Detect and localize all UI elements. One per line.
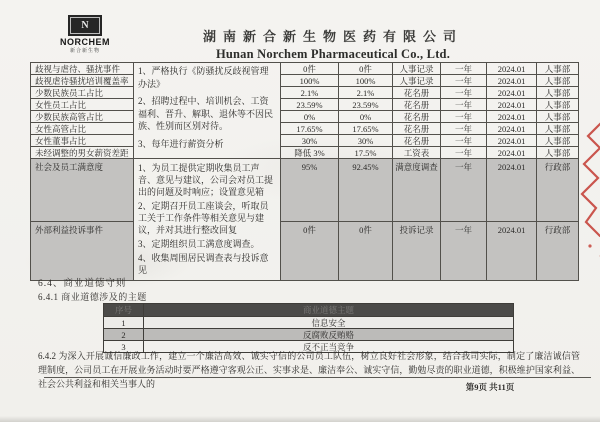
topic-name: 反腐败反贿赂: [144, 329, 514, 341]
metric-record: 人事记录: [393, 63, 441, 75]
table-row: [31, 147, 579, 159]
logo-brand-subtext: 新合新生物: [69, 49, 100, 54]
metric-value-2024: 92.45%: [339, 159, 393, 222]
footer-divider: [44, 377, 591, 378]
measure-item: 3、每年进行薪资分析: [138, 138, 224, 149]
metric-cycle: 一年: [441, 159, 487, 222]
metric-cycle: 一年: [441, 135, 487, 147]
metric-value-2024: 0件: [339, 63, 393, 75]
metric-label: 少数民族高管占比: [31, 111, 134, 123]
metric-record: 花名册: [393, 111, 441, 123]
norchem-emblem-icon: N: [68, 15, 102, 36]
metric-record: 满意度调查: [393, 159, 441, 222]
company-name-en: Hunan Norchem Pharmaceutical Co., Ltd.: [215, 47, 451, 61]
metric-date: 2024.01: [487, 63, 537, 75]
section-subtitle-641: 6.4.1 商业道德涉及的主题: [38, 292, 147, 302]
metric-record: 人事记录: [393, 75, 441, 87]
measure-item: 3、定期组织员工满意度调查。: [138, 239, 260, 249]
metric-record: 花名册: [393, 123, 441, 135]
metric-dept: 人事部: [537, 75, 579, 87]
metric-date: 2024.01: [487, 222, 537, 281]
table-row: [31, 222, 579, 281]
table-row: [31, 159, 579, 222]
metric-label: 社会及员工满意度: [31, 159, 134, 222]
measure-item: 2、招聘过程中、培训机会、工资福利、晋升、解职、退休等不因民族、性别而区别对待。: [138, 96, 274, 131]
table-row: [31, 135, 579, 147]
metric-cycle: 一年: [441, 87, 487, 99]
metric-dept: 人事部: [537, 135, 579, 147]
table-row: [31, 63, 579, 75]
metric-label: 女性高管占比: [31, 123, 134, 135]
ethics-topics-table: [103, 303, 514, 353]
metric-label: 未经调整的男女薪资差距: [31, 147, 134, 159]
table-row: [31, 123, 579, 135]
metric-value-2023: 0件: [281, 63, 339, 75]
measure-item: 1、为员工提供定期收集员工声音、意见与建议，公司会对员工提出的问题及时响应；设置意见箱: [138, 163, 274, 197]
metric-value-2023: 2.1%: [281, 87, 339, 99]
metric-record: 投诉记录: [393, 222, 441, 281]
scan-edge-shadow: [0, 416, 600, 422]
measure-item: 2、定期召开员工座谈会，听取员工关于工作条件等相关意见与建议，并对其进行整改回复: [138, 201, 269, 235]
metric-value-2024: 0%: [339, 111, 393, 123]
metric-cycle: 一年: [441, 99, 487, 111]
metric-dept: 人事部: [537, 87, 579, 99]
logo-brand-text: NORCHEM: [60, 37, 110, 47]
metric-value-2024: 17.65%: [339, 123, 393, 135]
metric-record: 花名册: [393, 99, 441, 111]
metric-date: 2024.01: [487, 123, 537, 135]
metric-label: 歧视虐待骚扰培训覆盖率: [31, 75, 134, 87]
topic-no: 1: [104, 317, 144, 329]
metric-label: 女性员工占比: [31, 99, 134, 111]
metric-record: 工资表: [393, 147, 441, 159]
table-row: [104, 329, 514, 341]
metric-date: 2024.01: [487, 87, 537, 99]
metric-value-2024: 2.1%: [339, 87, 393, 99]
metric-label: 外部利益投诉事件: [31, 222, 134, 281]
page-number: 第9页 共11页: [465, 382, 515, 392]
metric-value-2024: 30%: [339, 135, 393, 147]
metric-record: 花名册: [393, 87, 441, 99]
table-row: [31, 87, 579, 99]
metric-value-2023: 95%: [281, 159, 339, 222]
metric-cycle: 一年: [441, 147, 487, 159]
metric-dept: 人事部: [537, 99, 579, 111]
metric-cycle: 一年: [441, 111, 487, 123]
metric-value-2024: 17.5%: [339, 147, 393, 159]
measure-item: 1、严格执行《防骚扰反歧视管理办法》: [138, 66, 269, 89]
measures-cell: [134, 63, 281, 159]
table-header-row: [104, 304, 514, 317]
metric-date: 2024.01: [487, 147, 537, 159]
metric-cycle: 一年: [441, 75, 487, 87]
metric-date: 2024.01: [487, 75, 537, 87]
topic-name: 反不正当竞争: [144, 341, 514, 353]
section-title-64: 6.4、商业道德守则: [38, 279, 127, 289]
company-name-cn: 湖南新合新生物医药有限公司: [202, 29, 463, 44]
metric-dept: 人事部: [537, 147, 579, 159]
metric-value-2023: 30%: [281, 135, 339, 147]
metric-date: 2024.01: [487, 159, 537, 222]
metric-dept: 行政部: [537, 222, 579, 281]
metric-date: 2024.01: [487, 111, 537, 123]
table-row: [104, 317, 514, 329]
table-row: [31, 75, 579, 87]
topic-no: 3: [104, 341, 144, 353]
metric-value-2023: 23.59%: [281, 99, 339, 111]
metric-value-2023: 0%: [281, 111, 339, 123]
metric-value-2023: 100%: [281, 75, 339, 87]
metric-label: 女性董事占比: [31, 135, 134, 147]
metrics-table: [30, 62, 579, 281]
metric-dept: 行政部: [537, 159, 579, 222]
metric-date: 2024.01: [487, 135, 537, 147]
metric-dept: 人事部: [537, 63, 579, 75]
table-row: [31, 99, 579, 111]
paragraph-642: 6.4.2 为深入开展诚信廉政工作，建立一个廉洁高效、诚实守信的公司员工队伍，树立良好社会形象，结合我司实际，制定了廉洁诚信管理制度，公司员工在开展业务活动时要严格遵守客观公正、实事求是、廉洁奉公、诚实守信，勤勉尽责的职业道德，积极维护国家利益、社会公共利益和相关当事人的: [38, 351, 580, 389]
measure-item: 4、收集周围居民调查表与投诉意见: [138, 253, 269, 275]
metric-value-2023: 降低 3%: [281, 147, 339, 159]
metric-cycle: 一年: [441, 123, 487, 135]
metric-cycle: 一年: [441, 63, 487, 75]
metric-value-2023: 0件: [281, 222, 339, 281]
metric-value-2024: 0件: [339, 222, 393, 281]
topic-name: 信息安全: [144, 317, 514, 329]
metric-cycle: 一年: [441, 222, 487, 281]
column-header-topic: 商业道德主题: [144, 304, 514, 317]
metric-value-2024: 23.59%: [339, 99, 393, 111]
metric-label: 歧视与虐待、骚扰事件: [31, 63, 134, 75]
metric-dept: 人事部: [537, 123, 579, 135]
metric-label: 少数民族员工占比: [31, 87, 134, 99]
table-row: [31, 111, 579, 123]
metric-date: 2024.01: [487, 99, 537, 111]
metric-dept: 人事部: [537, 111, 579, 123]
metric-value-2023: 17.65%: [281, 123, 339, 135]
column-header-no: 序号: [104, 304, 144, 317]
red-pen-mark: [576, 118, 600, 268]
measures-cell: [134, 159, 281, 281]
company-logo: [57, 15, 113, 54]
topic-no: 2: [104, 329, 144, 341]
metric-value-2024: 100%: [339, 75, 393, 87]
metric-record: 花名册: [393, 135, 441, 147]
document-header: [178, 26, 488, 62]
